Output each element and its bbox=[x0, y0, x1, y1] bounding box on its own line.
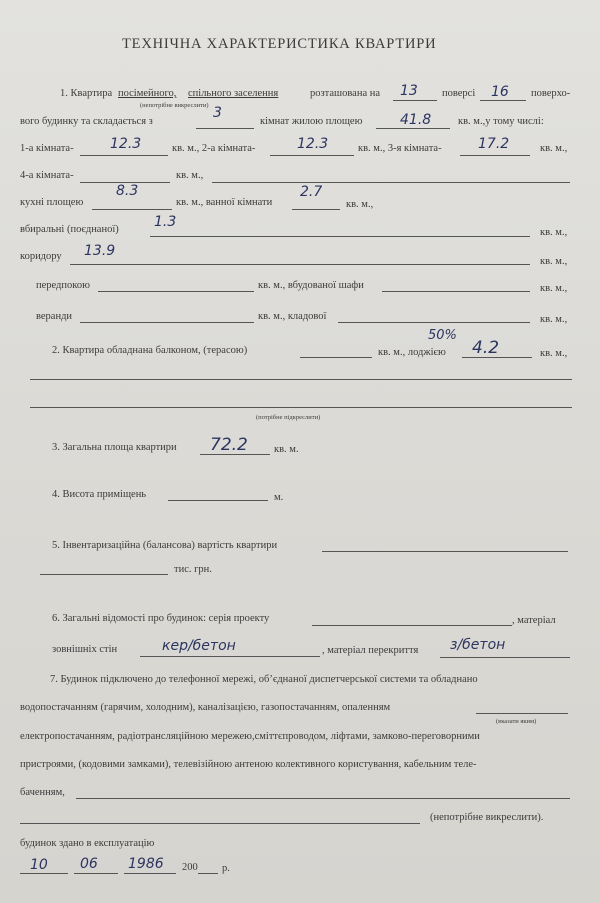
kitchen-label: кухні площею bbox=[20, 197, 84, 208]
s3-label: 3. Загальна площа квартири bbox=[52, 442, 177, 453]
s7-line-5: баченням, bbox=[20, 787, 65, 798]
s7-line-3: електропостачанням, радіотрансляційною мережею,сміттєпроводом, ліфтами, замково-переговорними bbox=[20, 731, 480, 742]
year-line bbox=[124, 873, 176, 874]
floor-label: поверсі bbox=[442, 88, 476, 99]
s2-extra-line-1 bbox=[30, 379, 572, 380]
balcony-line bbox=[300, 357, 372, 358]
rooms-value: 3 bbox=[213, 105, 222, 121]
s7-note: (непотрібне викреслити). bbox=[430, 812, 544, 823]
s7-line-4: пристроями, (кодовими замками), телевізійною антеною колективного користування, кабельним теле- bbox=[20, 759, 477, 770]
s1-option-shared: спільного заселення bbox=[188, 88, 279, 99]
floors-total-value: 16 bbox=[491, 84, 509, 100]
corridor-value: 13.9 bbox=[84, 243, 116, 259]
day-line bbox=[20, 873, 68, 874]
loggia-value: 4.2 bbox=[472, 338, 500, 358]
living-area-label: кімнат жилою площею bbox=[260, 116, 363, 127]
total-area-value: 72.2 bbox=[210, 435, 248, 455]
hall-line bbox=[98, 291, 254, 292]
month-value: 06 bbox=[80, 856, 98, 872]
living-area-value: 41.8 bbox=[400, 112, 432, 128]
series-line bbox=[312, 625, 512, 626]
room1-line bbox=[80, 155, 168, 156]
rooms-line bbox=[196, 128, 254, 129]
loggia-percent: 50% bbox=[428, 328, 457, 343]
s2-extra-line-2 bbox=[30, 407, 572, 408]
wardrobe-label: кв. м., вбудованої шафи bbox=[258, 280, 364, 291]
height-line bbox=[168, 500, 268, 501]
floors-total-line bbox=[480, 100, 526, 101]
s2-note: (потрібне підкреслити) bbox=[256, 414, 321, 421]
s5-label: 5. Інвентаризаційна (балансова) вартість квартири bbox=[52, 540, 278, 551]
room1-value: 12.3 bbox=[110, 136, 142, 152]
veranda-line bbox=[80, 322, 254, 323]
pantry-unit: кв. м., bbox=[540, 314, 568, 325]
wc-value: 1.3 bbox=[154, 214, 177, 230]
wc-unit: кв. м., bbox=[540, 227, 568, 238]
year-unit: р. bbox=[222, 863, 230, 874]
height-unit: м. bbox=[274, 492, 284, 503]
kitchen-line bbox=[92, 209, 172, 210]
floors-material-line bbox=[440, 657, 570, 658]
document-title: ТЕХНІЧНА ХАРАКТЕРИСТИКА КВАРТИРИ bbox=[122, 36, 437, 52]
floors-material-value: з/бетон bbox=[450, 637, 506, 653]
floors-material-label: , матеріал перекриття bbox=[322, 645, 419, 656]
including-label: кв. м.,у тому числі: bbox=[458, 116, 544, 127]
storey-label: поверхо- bbox=[531, 88, 571, 99]
s7-line-5-blank bbox=[76, 798, 570, 799]
room3-unit: кв. м., bbox=[540, 143, 568, 154]
room2-line bbox=[270, 155, 354, 156]
room4-unit: кв. м., bbox=[176, 170, 204, 181]
bath-line bbox=[292, 209, 340, 210]
s7-line-2: водопостачанням (гарячим, холодним), каналізацією, газопостачанням, опаленням bbox=[20, 702, 391, 713]
wc-line bbox=[150, 236, 530, 237]
veranda-label: веранди bbox=[36, 311, 73, 322]
corridor-label: коридору bbox=[20, 251, 62, 262]
pantry-line bbox=[338, 322, 530, 323]
room2-value: 12.3 bbox=[297, 136, 329, 152]
room4-tail-line bbox=[212, 182, 570, 183]
room2-label: кв. м., 2-а кімната- bbox=[172, 143, 256, 154]
heating-note: (вказати яким) bbox=[496, 718, 537, 725]
wc-label: вбиральні (поєднаної) bbox=[20, 224, 119, 235]
bath-unit: кв. м., bbox=[346, 199, 374, 210]
room3-line bbox=[460, 155, 530, 156]
year-value: 1986 bbox=[128, 856, 164, 872]
s6-label: 6. Загальні відомості про будинок: серія проекту bbox=[52, 613, 270, 624]
corridor-unit: кв. м., bbox=[540, 256, 568, 267]
s1-label: 1. Квартира bbox=[60, 88, 113, 99]
s2-label: 2. Квартира обладнана балконом, (терасою) bbox=[52, 345, 248, 356]
room4-label: 4-а кімната- bbox=[20, 170, 74, 181]
total-area-unit: кв. м. bbox=[274, 444, 299, 455]
bath-label: кв. м., ванної кімнати bbox=[176, 197, 273, 208]
loggia-unit: кв. м., bbox=[540, 348, 568, 359]
hall-label: передпокою bbox=[36, 280, 90, 291]
s7-line-1: 7. Будинок підключено до телефонної мережі, об’єднаної диспетчерської системи та обладнано bbox=[50, 674, 478, 685]
year-prefix: 200 bbox=[182, 862, 198, 873]
s4-label: 4. Висота приміщень bbox=[52, 489, 147, 500]
year-suffix-line bbox=[198, 873, 218, 874]
room3-label: кв. м., 3-я кімната- bbox=[358, 143, 442, 154]
corridor-line bbox=[70, 264, 530, 265]
walls-value: кер/бетон bbox=[162, 638, 236, 654]
walls-line bbox=[140, 656, 320, 657]
heating-line bbox=[476, 713, 568, 714]
s1-option-family: посімейного, bbox=[118, 88, 177, 99]
material-label: , матеріал bbox=[512, 615, 556, 626]
floor-value: 13 bbox=[400, 83, 418, 99]
loggia-label: кв. м., лоджією bbox=[378, 347, 446, 358]
value-unit: тис. грн. bbox=[174, 564, 212, 575]
kitchen-value: 8.3 bbox=[116, 183, 139, 199]
s7-line-6-blank bbox=[20, 823, 420, 824]
s1-located-on: розташована на bbox=[310, 88, 381, 99]
bath-value: 2.7 bbox=[300, 184, 323, 200]
living-area-line bbox=[376, 128, 450, 129]
wardrobe-line bbox=[382, 291, 530, 292]
consists-of-label: вого будинку та складається з bbox=[20, 116, 153, 127]
value-line-2 bbox=[40, 574, 168, 575]
room1-label: 1-а кімната- bbox=[20, 143, 74, 154]
day-value: 10 bbox=[30, 857, 48, 873]
floor-line bbox=[393, 100, 437, 101]
pantry-label: кв. м., кладової bbox=[258, 311, 327, 322]
walls-label: зовнішніх стін bbox=[52, 644, 118, 655]
room3-value: 17.2 bbox=[478, 136, 510, 152]
built-label: будинок здано в експлуатацію bbox=[20, 838, 155, 849]
s1-note: (непотрібне викреслити) bbox=[140, 102, 209, 109]
value-line-1 bbox=[322, 551, 568, 552]
wardrobe-unit: кв. м., bbox=[540, 283, 568, 294]
month-line bbox=[74, 873, 118, 874]
